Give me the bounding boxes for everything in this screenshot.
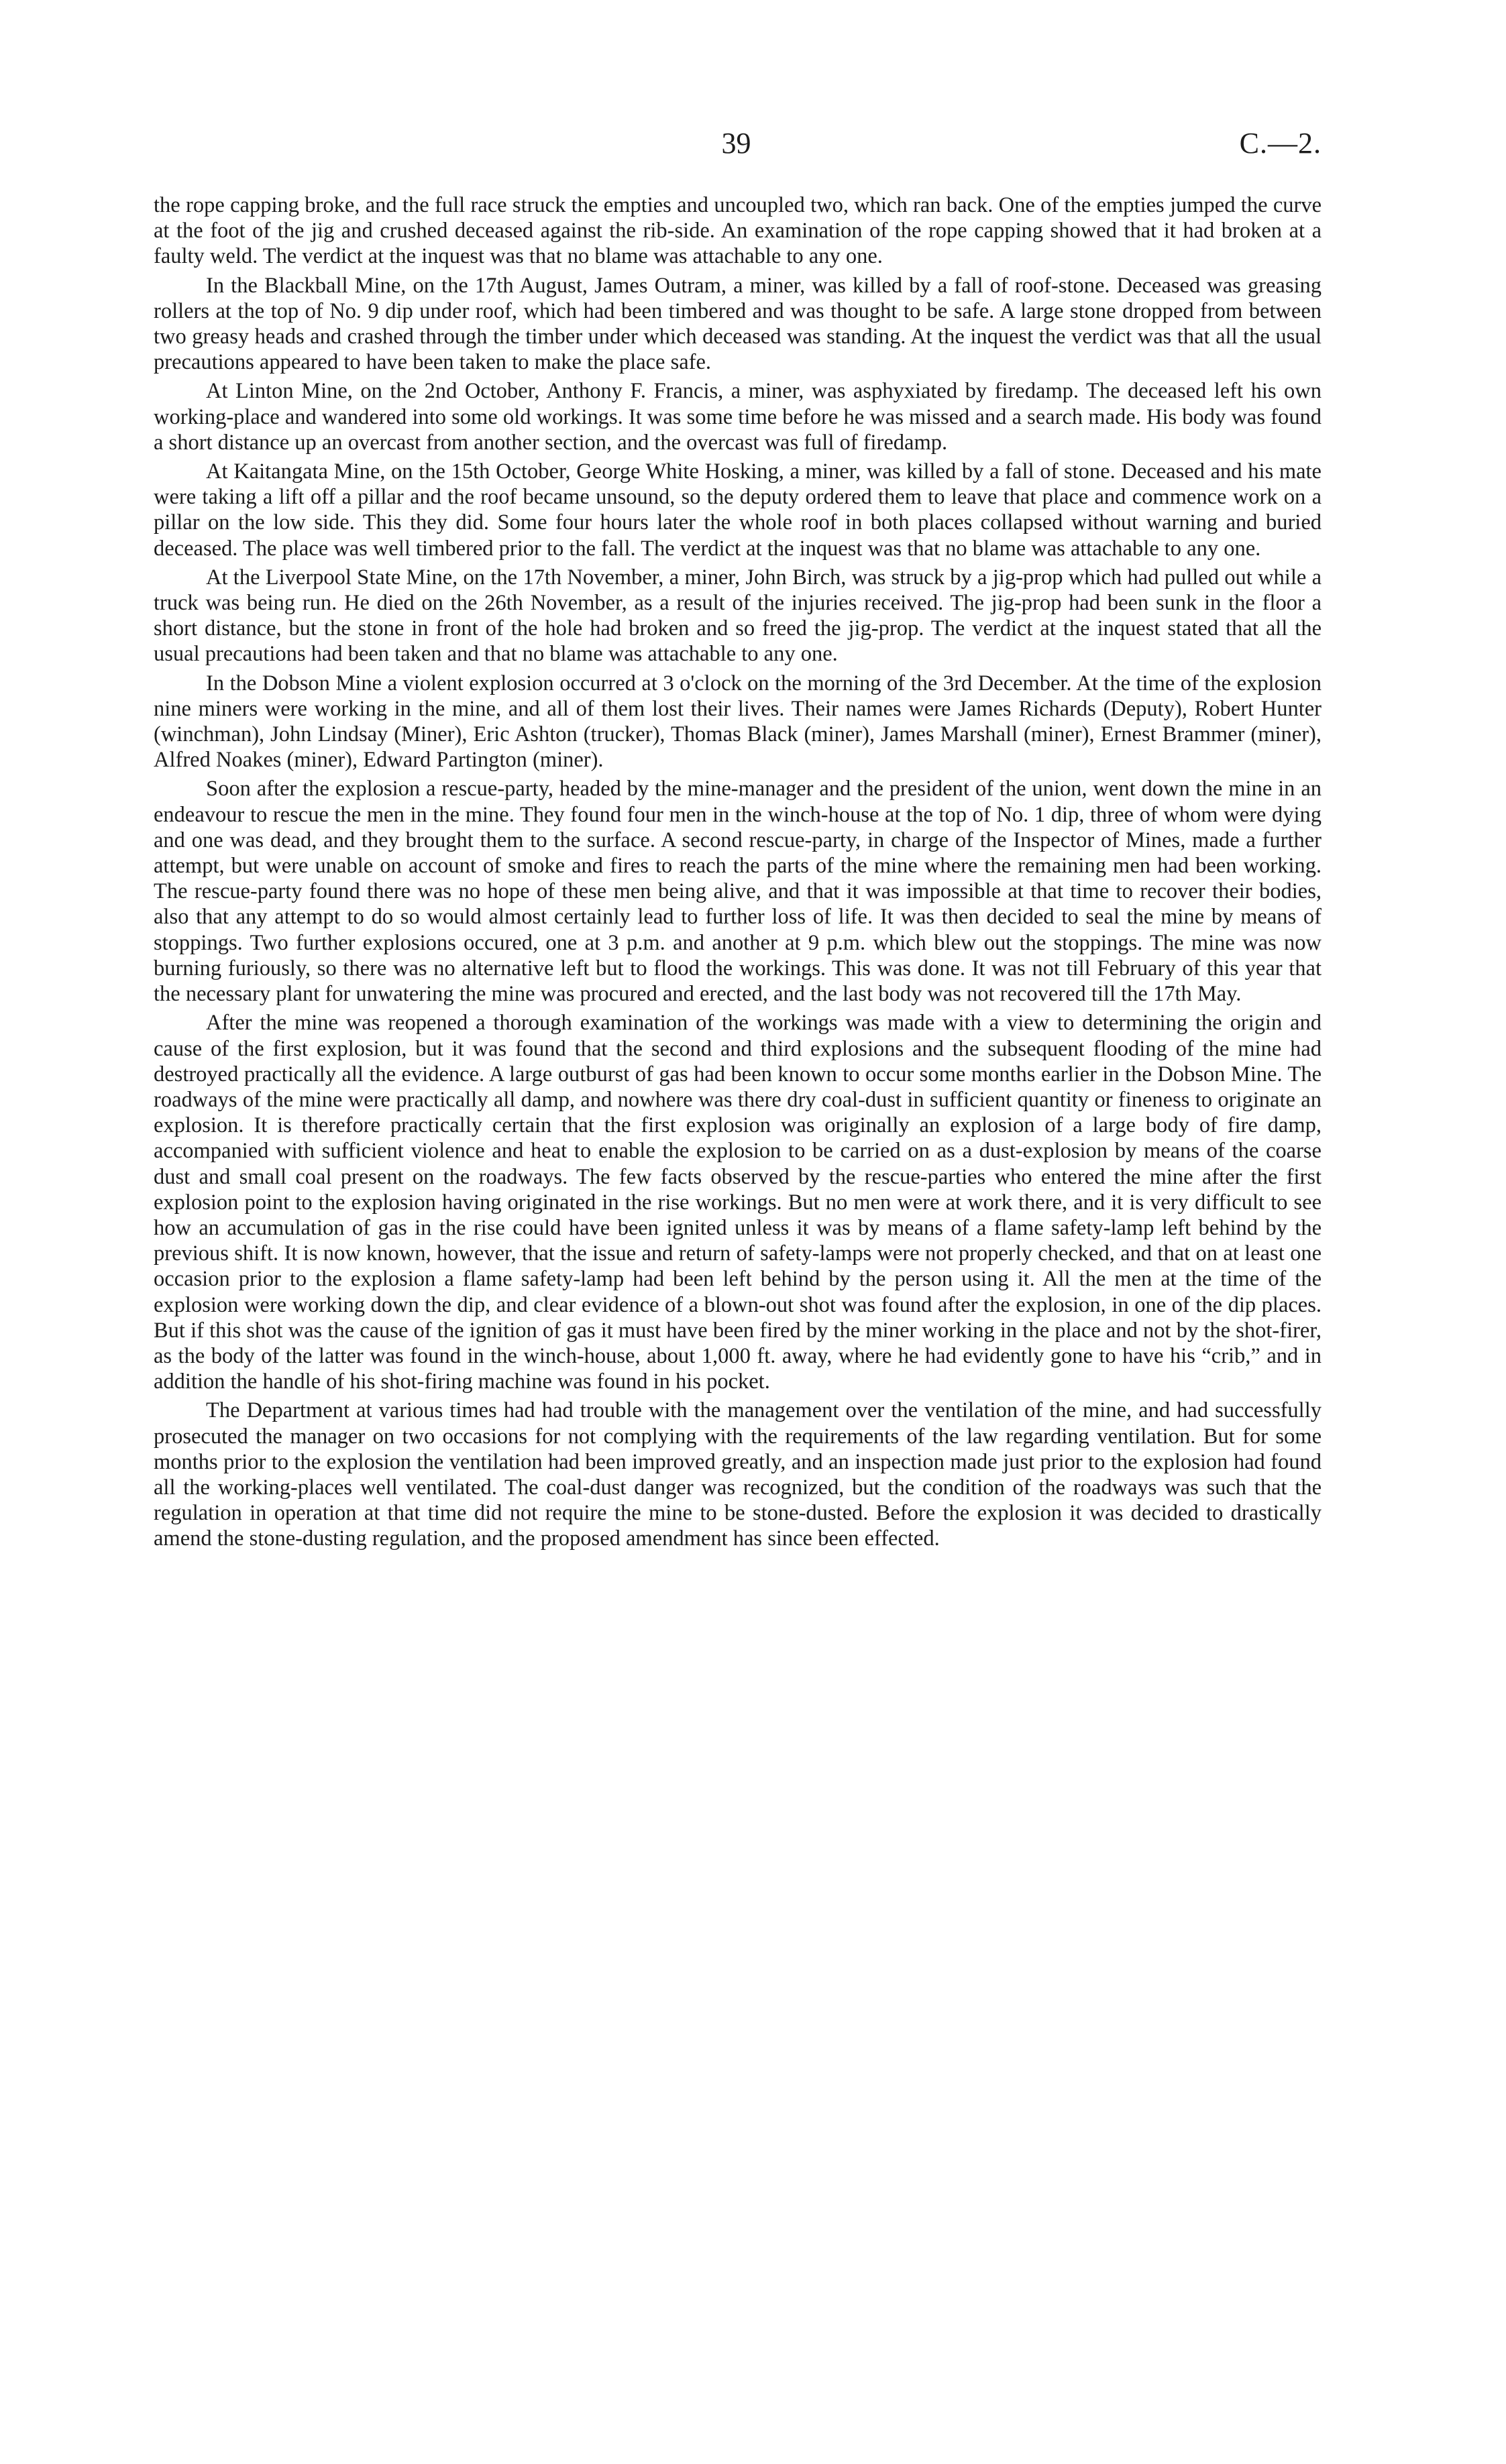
page-number: 39	[721, 127, 751, 160]
paragraph-continued: the rope capping broke, and the full race struck the empties and uncoupled two, which ran back. One of the empties jumped the curve at the foot of the jig and crushed deceased against the rib-side. An examination of the rope capping showed that it had broken at a faulty weld. The verdict at the inquest was that no blame was attachable to any one.	[154, 193, 1322, 269]
paragraph-kaitangata-mine: At Kaitangata Mine, on the 15th October, George White Hosking, a miner, was killed by a fall of stone. Deceased and his mate were taking a lift off a pillar and the roof became unsound, so the deputy ordered them to leave that place and commence work on a pillar on the low side. This they did. Some four hours later the whole roof in both places collapsed without warning and buried deceased. The place was well timbered prior to the fall. The verdict at the inquest was that no blame was attachable to any one.	[154, 459, 1322, 561]
document-reference: C.—2.	[1239, 127, 1322, 160]
body-text	[154, 192, 1322, 1555]
paragraph-rescue-party: Soon after the explosion a rescue-party, headed by the mine-manager and the president of the union, went down the mine in an endeavour to rescue the men in the mine. They found four men in the winch-house at the top of No. 1 dip, three of whom were dying and one was dead, and they brought them to the surface. A second rescue-party, in charge of the Inspector of Mines, made a further attempt, but were unable on account of smoke and fires to reach the parts of the mine where the remaining men had been working. The rescue-party found there was no hope of these men being alive, and that it was impossible at that time to recover their bodies, also that any attempt to do so would almost certainly lead to further loss of life. It was then decided to seal the mine by means of stoppings. Two further explosions occured, one at 3 p.m. and another at 9 p.m. which blew out the stoppings. The mine was now burning furiously, so there was no alternative left but to flood the workings. This was done. It was not till February of this year that the necessary plant for unwatering the mine was procured and erected, and the last body was not recovered till the 17th May.	[154, 777, 1322, 1007]
paragraph-examination: After the mine was reopened a thorough examination of the workings was made with a view to determining the origin and cause of the first explosion, but it was found that the second and third explosions and the subsequent flooding of the mine had destroyed practically all the evidence. A large outburst of gas had been known to occur some months earlier in the Dobson Mine. The roadways of the mine were practically all damp, and nowhere was there dry coal-dust in sufficient quantity or fineness to originate an explosion. It is therefore practically certain that the first explosion was originally an explosion of a large body of fire damp, accompanied with sufficient violence and heat to enable the explosion to be carried on as a dust-explosion by means of the coarse dust and small coal present on the roadways. The few facts observed by the rescue-parties who entered the mine after the first explosion point to the explosion having originated in the rise workings. But no men were at work there, and it is very difficult to see how an accumulation of gas in the rise could have been ignited unless it was by means of a flame safety-lamp left behind by the previous shift. It is now known, however, that the issue and return of safety-lamps were not properly checked, and that on at least one occasion prior to the explosion a flame safety-lamp had been left behind by the person using it. All the men at the time of the explosion were working down the dip, and clear evidence of a blown-out shot was found after the explosion, in one of the dip places. But if this shot was the cause of the ignition of gas it must have been fired by the miner working in the place and not by the shot-firer, as the body of the latter was found in the winch-house, about 1,000 ft. away, where he had evidently gone to have his “crib,” and in addition the handle of his shot-firing machine was found in his pocket.	[154, 1011, 1322, 1394]
page-header	[151, 126, 1322, 166]
paragraph-liverpool-state-mine: At the Liverpool State Mine, on the 17th November, a miner, John Birch, was struck by a jig-prop which had pulled out while a truck was being run. He died on the 26th November, as a result of the injuries received. The jig-prop had been sunk in the floor a short distance, but the stone in front of the hole had broken and so freed the jig-prop. The verdict at the inquest stated that all the usual precautions had been taken and that no blame was attachable to any one.	[154, 565, 1322, 667]
paragraph-blackball-mine: In the Blackball Mine, on the 17th August, James Outram, a miner, was killed by a fall of roof-stone. Deceased was greasing rollers at the top of No. 9 dip under roof, which had been timbered and was thought to be safe. A large stone dropped from between two greasy heads and crashed through the timber under which deceased was standing. At the inquest the verdict was that all the usual precautions appeared to have been taken to make the place safe.	[154, 273, 1322, 375]
paragraph-ventilation: The Department at various times had had trouble with the management over the ventilation of the mine, and had successfully prosecuted the manager on two occasions for not complying with the requirements of the law regarding ventilation. But for some months prior to the explosion the ventilation had been improved greatly, and an inspection made just prior to the explosion had found all the working-places well ventilated. The coal-dust danger was recognized, but the condition of the roadways was such that the regulation in operation at that time did not require the mine to be stone-dusted. Before the explosion it was decided to drastically amend the stone-dusting regulation, and the proposed amendment has since been effected.	[154, 1398, 1322, 1551]
paragraph-linton-mine: At Linton Mine, on the 2nd October, Anthony F. Francis, a miner, was asphyxiated by firedamp. The deceased left his own working-place and wandered into some old workings. It was some time before he was missed and a search made. His body was found a short distance up an overcast from another section, and the overcast was full of firedamp.	[154, 379, 1322, 455]
paragraph-dobson-explosion: In the Dobson Mine a violent explosion occurred at 3 o'clock on the morning of the 3rd December. At the time of the explosion nine miners were working in the mine, and all of them lost their lives. Their names were James Richards (Deputy), Robert Hunter (winchman), John Lindsay (Miner), Eric Ashton (trucker), Thomas Black (miner), James Marshall (miner), Ernest Brammer (miner), Alfred Noakes (miner), Edward Partington (miner).	[154, 671, 1322, 773]
